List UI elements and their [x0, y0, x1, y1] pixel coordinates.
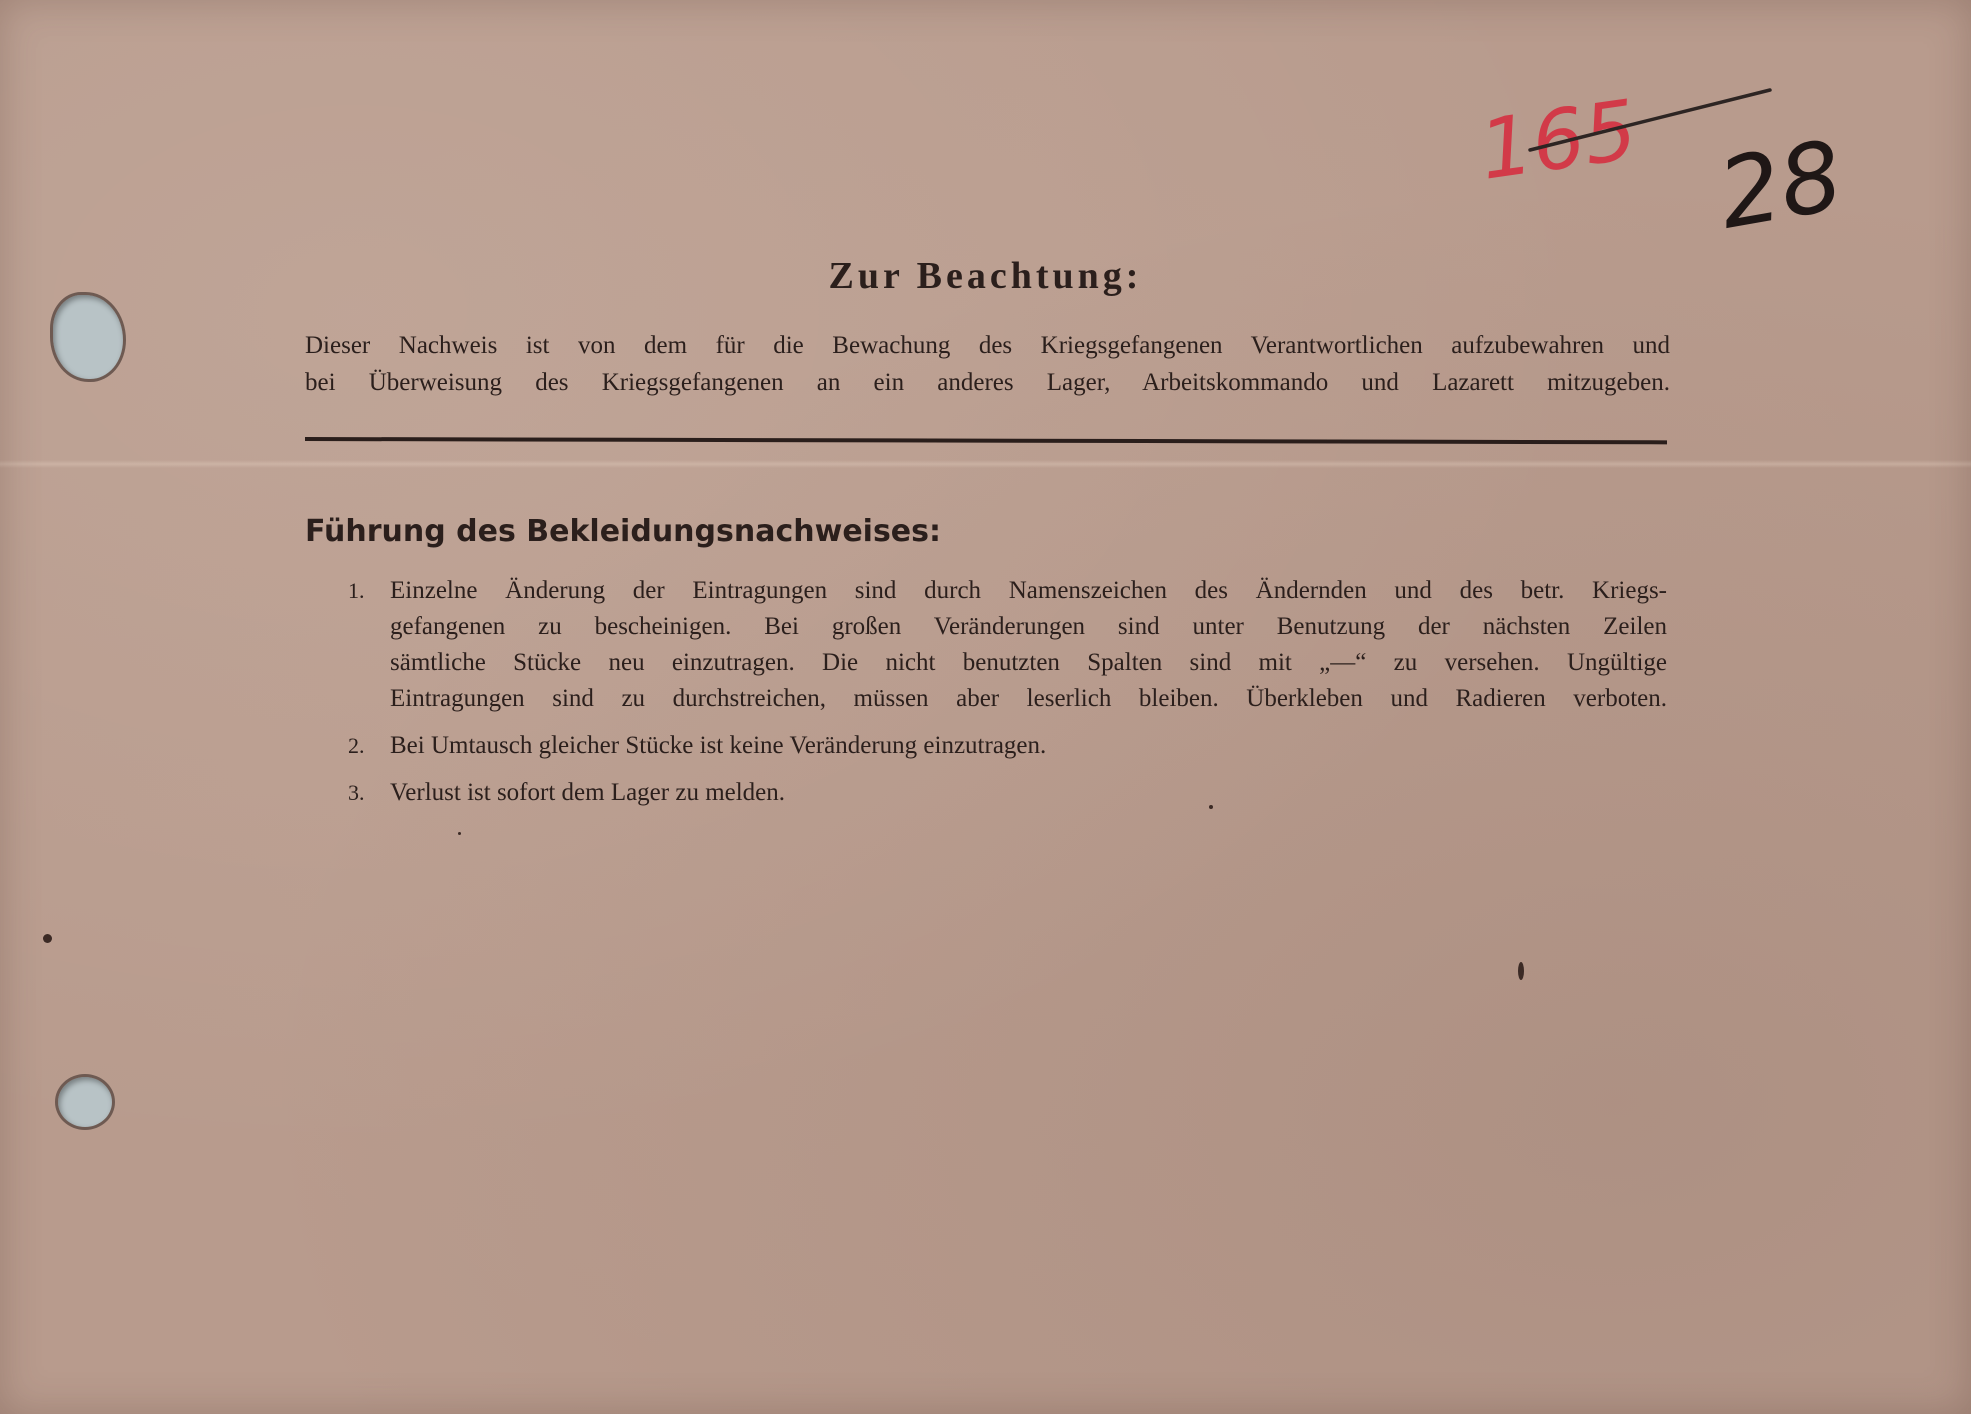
- list-item-line: gefangenen zu bescheinigen. Bei großen Veränderungen sind unter Benutzung der nächsten Zeilen: [390, 613, 1667, 640]
- ink-speck: [1518, 962, 1524, 980]
- notice-title: Zur Beachtung:: [828, 255, 1143, 297]
- divider-rule: [305, 437, 1667, 444]
- handwritten-numbers: [1470, 80, 1880, 260]
- list-item-line: Bei Umtausch gleicher Stücke ist keine Veränderung einzutragen.: [390, 732, 1047, 759]
- notice-intro: [305, 327, 1670, 401]
- guidance-heading: Führung des Bekleidungsnachweises:: [305, 514, 942, 549]
- list-item-number: 1.: [348, 578, 365, 603]
- punch-hole-top: [50, 292, 126, 382]
- list-item: [340, 775, 1667, 811]
- punch-hole-bottom: [55, 1074, 115, 1130]
- ink-speck: [1209, 805, 1213, 809]
- list-item-number: 2.: [348, 733, 365, 758]
- ink-speck: [458, 832, 461, 835]
- list-item-line: Einzelne Änderung der Eintragungen sind durch Namenszeichen des Ändernden und des betr. Kriegs-: [390, 577, 1667, 604]
- notice-intro-line: Dieser Nachweis ist von dem für die Bewachung des Kriegsgefangenen Verantwortlichen aufzubewahren und: [305, 332, 1670, 359]
- list-item: [340, 573, 1667, 717]
- paper-crease: [0, 460, 1971, 468]
- list-item-line: Verlust ist sofort dem Lager zu melden.: [390, 779, 786, 806]
- notice-intro-line: bei Überweisung des Kriegsgefangenen an ein anderes Lager, Arbeitskommando und Lazarett mitzugeben.: [305, 369, 1670, 396]
- guidance-list: [340, 573, 1667, 822]
- list-item-number: 3.: [348, 780, 365, 805]
- black-handwritten-number: 28: [1710, 119, 1851, 251]
- list-item: [340, 728, 1667, 764]
- ink-speck: [43, 934, 52, 943]
- red-handwritten-number: 165: [1474, 82, 1643, 199]
- list-item-line: sämtliche Stücke neu einzutragen. Die nicht benutzten Spalten sind mit „—“ zu versehen. Ungültige: [390, 649, 1667, 676]
- list-item-line: Eintragungen sind zu durchstreichen, müssen aber leserlich bleiben. Überkleben und Radieren verboten.: [390, 685, 1667, 712]
